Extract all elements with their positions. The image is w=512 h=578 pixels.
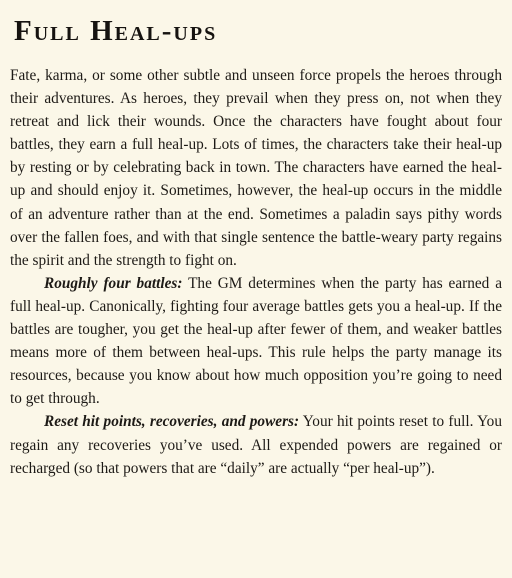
paragraph-text-roughly-four-battles: The GM determines when the party has earned a full heal-up. Canonically, fighting four average battles gets you a heal-up. If the battles are tougher, you get the heal-up after fewer of them, and weaker battles means more of them between heal-ups. This rule helps the party manage its resources, because you know about how much opposition you’re going to need to get through. [10,274,503,408]
paragraph-reset-hit-points [10,410,502,479]
paragraph-intro [10,64,502,272]
paragraph-lead-reset-hit-points: Reset hit points, recoveries, and powers: [44,413,300,431]
paragraph-roughly-four-battles [10,272,502,411]
paragraph-intro-text: Fate, karma, or some other subtle and unseen force propels the heroes through their adventures. As heroes, they prevail when they press on, not when they retreat and lick their wounds. Once the characters have fought about four battles, they earn a full heal-up. Lots of times, the characters take their heal-up by resting or by celebrating back in town. The characters have earned the heal-up and should enjoy it. Sometimes, however, the heal-up occurs in the middle of an adventure rather than at the end. Sometimes a paladin says pithy words over the fallen foes, and with that single sentence the battle-weary party regains the spirit and the strength to fight on. [10,67,502,269]
paragraph-lead-roughly-four-battles: Roughly four battles: [44,274,183,292]
section-title: Full Heal-ups [14,15,218,47]
paragraph-text-reset-hit-points: Your hit points reset to full. You regain any recoveries you’ve used. All expended powers are regained or recharged (so that powers that are “daily” are actually “per heal-up”). [10,413,502,477]
